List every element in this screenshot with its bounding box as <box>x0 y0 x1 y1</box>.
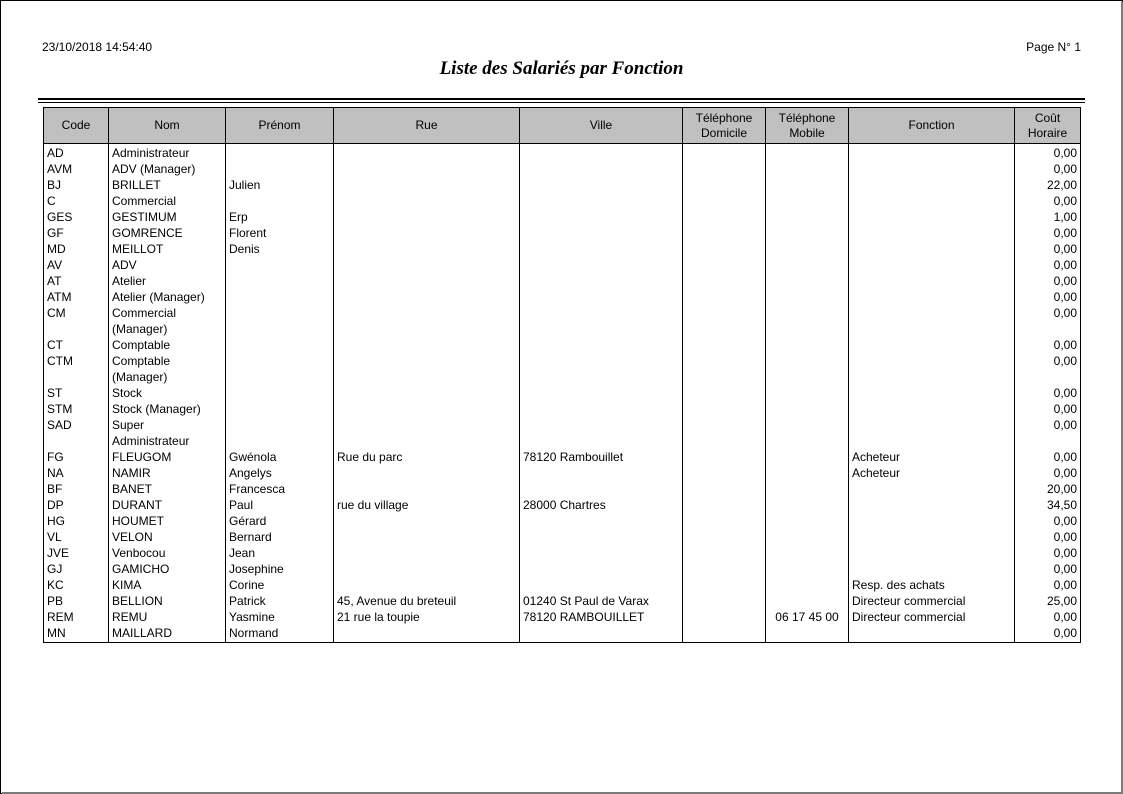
cell-ville <box>520 561 683 577</box>
cell-nom: DURANT <box>109 497 226 513</box>
cell-telephone-domicile <box>683 305 766 337</box>
cell-telephone-domicile <box>683 353 766 385</box>
cell-nom: HOUMET <box>109 513 226 529</box>
cell-fonction <box>849 209 1015 225</box>
cell-rue <box>334 625 520 643</box>
cell-telephone-domicile <box>683 161 766 177</box>
cell-code: GF <box>44 225 109 241</box>
cell-telephone-domicile <box>683 465 766 481</box>
cell-telephone-mobile <box>766 353 849 385</box>
cell-telephone-mobile <box>766 193 849 209</box>
cell-rue <box>334 305 520 337</box>
cell-fonction <box>849 289 1015 305</box>
cell-cout-horaire: 0,00 <box>1015 561 1081 577</box>
cell-prenom <box>226 144 334 162</box>
cell-code: NA <box>44 465 109 481</box>
cell-code: AT <box>44 273 109 289</box>
cell-ville <box>520 353 683 385</box>
table-row <box>44 144 1081 162</box>
cell-ville <box>520 513 683 529</box>
cell-telephone-mobile <box>766 561 849 577</box>
cell-prenom: Angelys <box>226 465 334 481</box>
cell-telephone-domicile <box>683 337 766 353</box>
cell-fonction <box>849 401 1015 417</box>
cell-telephone-domicile <box>683 241 766 257</box>
cell-fonction <box>849 561 1015 577</box>
table-row <box>44 545 1081 561</box>
cell-cout-horaire: 1,00 <box>1015 209 1081 225</box>
cell-telephone-domicile <box>683 513 766 529</box>
cell-prenom <box>226 305 334 337</box>
cell-code: MD <box>44 241 109 257</box>
cell-code: VL <box>44 529 109 545</box>
cell-prenom: Josephine <box>226 561 334 577</box>
cell-nom: ADV (Manager) <box>109 161 226 177</box>
cell-cout-horaire: 0,00 <box>1015 465 1081 481</box>
table-row <box>44 417 1081 449</box>
cell-nom: KIMA <box>109 577 226 593</box>
cell-nom: BANET <box>109 481 226 497</box>
cell-telephone-domicile <box>683 529 766 545</box>
cell-ville <box>520 465 683 481</box>
cell-cout-horaire: 0,00 <box>1015 273 1081 289</box>
cell-fonction <box>849 161 1015 177</box>
cell-nom: ADV <box>109 257 226 273</box>
cell-fonction <box>849 497 1015 513</box>
cell-telephone-domicile <box>683 449 766 465</box>
table-row <box>44 225 1081 241</box>
cell-ville <box>520 193 683 209</box>
cell-fonction <box>849 417 1015 449</box>
cell-ville: 78120 Rambouillet <box>520 449 683 465</box>
cell-code: REM <box>44 609 109 625</box>
cell-rue <box>334 465 520 481</box>
cell-cout-horaire: 0,00 <box>1015 241 1081 257</box>
cell-ville <box>520 257 683 273</box>
cell-ville: 78120 RAMBOUILLET <box>520 609 683 625</box>
cell-nom: MAILLARD <box>109 625 226 643</box>
cell-rue <box>334 209 520 225</box>
cell-fonction <box>849 273 1015 289</box>
cell-cout-horaire: 0,00 <box>1015 337 1081 353</box>
cell-nom: GAMICHO <box>109 561 226 577</box>
cell-rue <box>334 193 520 209</box>
cell-rue <box>334 225 520 241</box>
cell-rue <box>334 273 520 289</box>
table-row <box>44 353 1081 385</box>
cell-fonction <box>849 257 1015 273</box>
cell-ville <box>520 337 683 353</box>
table-row <box>44 209 1081 225</box>
cell-prenom: Florent <box>226 225 334 241</box>
cell-telephone-mobile <box>766 529 849 545</box>
table-row <box>44 273 1081 289</box>
cell-code: AVM <box>44 161 109 177</box>
cell-ville <box>520 305 683 337</box>
cell-fonction <box>849 385 1015 401</box>
column-header-prenom: Prénom <box>226 108 334 144</box>
cell-fonction: Directeur commercial <box>849 593 1015 609</box>
cell-code: CM <box>44 305 109 337</box>
cell-ville <box>520 401 683 417</box>
cell-cout-horaire: 0,00 <box>1015 449 1081 465</box>
cell-cout-horaire: 0,00 <box>1015 513 1081 529</box>
cell-telephone-mobile <box>766 545 849 561</box>
cell-telephone-domicile <box>683 385 766 401</box>
table-row <box>44 497 1081 513</box>
cell-telephone-domicile <box>683 257 766 273</box>
column-header-code: Code <box>44 108 109 144</box>
cell-ville <box>520 481 683 497</box>
cell-fonction: Acheteur <box>849 449 1015 465</box>
cell-fonction: Acheteur <box>849 465 1015 481</box>
cell-telephone-mobile <box>766 177 849 193</box>
cell-telephone-domicile <box>683 401 766 417</box>
table-row <box>44 337 1081 353</box>
cell-nom: Comptable (Manager) <box>109 353 226 385</box>
cell-telephone-mobile <box>766 449 849 465</box>
cell-ville <box>520 577 683 593</box>
cell-prenom: Patrick <box>226 593 334 609</box>
cell-telephone-domicile <box>683 209 766 225</box>
cell-rue <box>334 529 520 545</box>
table-header-row <box>44 108 1081 144</box>
cell-prenom <box>226 401 334 417</box>
table-row <box>44 529 1081 545</box>
cell-code: MN <box>44 625 109 643</box>
cell-ville <box>520 177 683 193</box>
cell-telephone-domicile <box>683 144 766 162</box>
report-datetime: 23/10/2018 14:54:40 <box>42 40 153 54</box>
cell-rue: rue du village <box>334 497 520 513</box>
cell-rue <box>334 241 520 257</box>
cell-fonction <box>849 513 1015 529</box>
column-header-ville: Ville <box>520 108 683 144</box>
cell-telephone-mobile <box>766 497 849 513</box>
cell-ville <box>520 417 683 449</box>
cell-telephone-mobile <box>766 241 849 257</box>
table-row <box>44 609 1081 625</box>
cell-prenom: Gwénola <box>226 449 334 465</box>
cell-telephone-domicile <box>683 625 766 643</box>
cell-rue <box>334 337 520 353</box>
cell-cout-horaire: 0,00 <box>1015 545 1081 561</box>
cell-prenom: Normand <box>226 625 334 643</box>
cell-prenom: Paul <box>226 497 334 513</box>
cell-ville <box>520 529 683 545</box>
cell-telephone-domicile <box>683 481 766 497</box>
cell-nom: Commercial <box>109 193 226 209</box>
cell-fonction: Resp. des achats <box>849 577 1015 593</box>
cell-nom: FLEUGOM <box>109 449 226 465</box>
cell-ville <box>520 225 683 241</box>
cell-prenom: Gérard <box>226 513 334 529</box>
cell-cout-horaire: 0,00 <box>1015 577 1081 593</box>
cell-fonction <box>849 625 1015 643</box>
cell-nom: Super Administrateur <box>109 417 226 449</box>
cell-rue <box>334 353 520 385</box>
cell-rue: 21 rue la toupie <box>334 609 520 625</box>
cell-prenom <box>226 289 334 305</box>
cell-code: AD <box>44 144 109 162</box>
cell-code: ST <box>44 385 109 401</box>
table-row <box>44 465 1081 481</box>
cell-telephone-domicile <box>683 561 766 577</box>
cell-rue <box>334 289 520 305</box>
cell-telephone-mobile <box>766 417 849 449</box>
cell-nom: Venbocou <box>109 545 226 561</box>
cell-prenom: Francesca <box>226 481 334 497</box>
title-rule-thin <box>38 102 1085 103</box>
cell-rue <box>334 177 520 193</box>
cell-rue: Rue du parc <box>334 449 520 465</box>
cell-telephone-domicile <box>683 225 766 241</box>
cell-code: AV <box>44 257 109 273</box>
table-row <box>44 449 1081 465</box>
cell-code: GJ <box>44 561 109 577</box>
table-row <box>44 593 1081 609</box>
cell-telephone-mobile <box>766 144 849 162</box>
cell-nom: Comptable <box>109 337 226 353</box>
cell-code: ATM <box>44 289 109 305</box>
cell-telephone-mobile <box>766 337 849 353</box>
cell-fonction <box>849 193 1015 209</box>
cell-code: KC <box>44 577 109 593</box>
cell-cout-horaire: 34,50 <box>1015 497 1081 513</box>
cell-code: PB <box>44 593 109 609</box>
cell-telephone-domicile <box>683 417 766 449</box>
cell-prenom: Yasmine <box>226 609 334 625</box>
cell-code: DP <box>44 497 109 513</box>
cell-ville <box>520 385 683 401</box>
cell-telephone-mobile: 06 17 45 00 <box>766 609 849 625</box>
cell-nom: Stock (Manager) <box>109 401 226 417</box>
cell-ville <box>520 144 683 162</box>
cell-telephone-mobile <box>766 257 849 273</box>
table-row <box>44 257 1081 273</box>
cell-cout-horaire: 0,00 <box>1015 305 1081 337</box>
cell-nom: Commercial (Manager) <box>109 305 226 337</box>
cell-rue <box>334 161 520 177</box>
table-row <box>44 513 1081 529</box>
cell-telephone-mobile <box>766 305 849 337</box>
table-row <box>44 289 1081 305</box>
table-row <box>44 161 1081 177</box>
cell-prenom <box>226 193 334 209</box>
table-row <box>44 481 1081 497</box>
cell-prenom <box>226 353 334 385</box>
cell-telephone-mobile <box>766 481 849 497</box>
cell-telephone-domicile <box>683 289 766 305</box>
cell-cout-horaire: 0,00 <box>1015 529 1081 545</box>
cell-telephone-mobile <box>766 225 849 241</box>
cell-ville: 28000 Chartres <box>520 497 683 513</box>
cell-rue <box>334 577 520 593</box>
cell-cout-horaire: 0,00 <box>1015 385 1081 401</box>
cell-prenom <box>226 161 334 177</box>
cell-cout-horaire: 0,00 <box>1015 609 1081 625</box>
cell-code: HG <box>44 513 109 529</box>
table-row <box>44 577 1081 593</box>
cell-cout-horaire: 20,00 <box>1015 481 1081 497</box>
column-header-rue: Rue <box>334 108 520 144</box>
cell-nom: Atelier (Manager) <box>109 289 226 305</box>
cell-telephone-mobile <box>766 385 849 401</box>
cell-code: CTM <box>44 353 109 385</box>
page-number: Page N° 1 <box>1026 40 1081 54</box>
cell-fonction <box>849 481 1015 497</box>
cell-cout-horaire: 0,00 <box>1015 401 1081 417</box>
cell-ville <box>520 209 683 225</box>
cell-telephone-mobile <box>766 593 849 609</box>
cell-cout-horaire: 0,00 <box>1015 625 1081 643</box>
cell-telephone-mobile <box>766 273 849 289</box>
cell-prenom: Julien <box>226 177 334 193</box>
cell-rue <box>334 257 520 273</box>
cell-cout-horaire: 0,00 <box>1015 257 1081 273</box>
cell-fonction: Directeur commercial <box>849 609 1015 625</box>
cell-rue <box>334 144 520 162</box>
cell-nom: GESTIMUM <box>109 209 226 225</box>
cell-fonction <box>849 337 1015 353</box>
report-title: Liste des Salariés par Fonction <box>439 58 684 79</box>
cell-ville <box>520 289 683 305</box>
cell-nom: Stock <box>109 385 226 401</box>
cell-telephone-mobile <box>766 513 849 529</box>
cell-nom: GOMRENCE <box>109 225 226 241</box>
cell-code: BJ <box>44 177 109 193</box>
cell-fonction <box>849 529 1015 545</box>
cell-rue <box>334 401 520 417</box>
cell-prenom: Corine <box>226 577 334 593</box>
cell-rue <box>334 545 520 561</box>
cell-cout-horaire: 0,00 <box>1015 289 1081 305</box>
cell-telephone-mobile <box>766 209 849 225</box>
cell-cout-horaire: 0,00 <box>1015 144 1081 162</box>
column-header-telephone-mobile: Téléphone Mobile <box>766 108 849 144</box>
cell-prenom: Jean <box>226 545 334 561</box>
cell-nom: MEILLOT <box>109 241 226 257</box>
cell-code: STM <box>44 401 109 417</box>
cell-prenom <box>226 337 334 353</box>
cell-fonction <box>849 225 1015 241</box>
cell-nom: BRILLET <box>109 177 226 193</box>
cell-fonction <box>849 353 1015 385</box>
cell-fonction <box>849 177 1015 193</box>
cell-nom: Atelier <box>109 273 226 289</box>
cell-code: JVE <box>44 545 109 561</box>
cell-ville <box>520 545 683 561</box>
cell-ville: 01240 St Paul de Varax <box>520 593 683 609</box>
column-header-telephone-domicile: Téléphone Domicile <box>683 108 766 144</box>
cell-cout-horaire: 22,00 <box>1015 177 1081 193</box>
cell-prenom: Erp <box>226 209 334 225</box>
cell-telephone-domicile <box>683 593 766 609</box>
cell-telephone-mobile <box>766 625 849 643</box>
cell-rue: 45, Avenue du breteuil <box>334 593 520 609</box>
cell-cout-horaire: 25,00 <box>1015 593 1081 609</box>
cell-fonction <box>849 305 1015 337</box>
column-header-nom: Nom <box>109 108 226 144</box>
table-row <box>44 177 1081 193</box>
cell-ville <box>520 273 683 289</box>
cell-code: SAD <box>44 417 109 449</box>
title-rule-thick <box>38 98 1085 100</box>
cell-prenom <box>226 273 334 289</box>
cell-prenom: Denis <box>226 241 334 257</box>
table-row <box>44 401 1081 417</box>
cell-cout-horaire: 0,00 <box>1015 161 1081 177</box>
cell-telephone-mobile <box>766 465 849 481</box>
cell-nom: VELON <box>109 529 226 545</box>
cell-code: GES <box>44 209 109 225</box>
cell-telephone-mobile <box>766 161 849 177</box>
cell-rue <box>334 561 520 577</box>
table-row <box>44 305 1081 337</box>
cell-nom: Administrateur <box>109 144 226 162</box>
cell-code: FG <box>44 449 109 465</box>
cell-cout-horaire: 0,00 <box>1015 353 1081 385</box>
table-row <box>44 561 1081 577</box>
cell-telephone-domicile <box>683 497 766 513</box>
cell-prenom: Bernard <box>226 529 334 545</box>
cell-nom: NAMIR <box>109 465 226 481</box>
cell-fonction <box>849 545 1015 561</box>
cell-rue <box>334 513 520 529</box>
cell-telephone-domicile <box>683 273 766 289</box>
cell-nom: REMU <box>109 609 226 625</box>
column-header-cout-horaire: Coût Horaire <box>1015 108 1081 144</box>
cell-fonction <box>849 241 1015 257</box>
column-header-fonction: Fonction <box>849 108 1015 144</box>
employees-table <box>43 107 1081 643</box>
cell-cout-horaire: 0,00 <box>1015 193 1081 209</box>
cell-ville <box>520 241 683 257</box>
cell-ville <box>520 625 683 643</box>
cell-prenom <box>226 417 334 449</box>
cell-telephone-mobile <box>766 401 849 417</box>
table-row <box>44 385 1081 401</box>
table-row <box>44 241 1081 257</box>
cell-telephone-mobile <box>766 577 849 593</box>
cell-nom: BELLION <box>109 593 226 609</box>
cell-rue <box>334 481 520 497</box>
cell-rue <box>334 417 520 449</box>
table-row <box>44 193 1081 209</box>
cell-telephone-domicile <box>683 577 766 593</box>
cell-rue <box>334 385 520 401</box>
cell-prenom <box>226 385 334 401</box>
cell-cout-horaire: 0,00 <box>1015 225 1081 241</box>
cell-telephone-domicile <box>683 193 766 209</box>
cell-telephone-mobile <box>766 289 849 305</box>
cell-telephone-domicile <box>683 609 766 625</box>
cell-code: C <box>44 193 109 209</box>
cell-ville <box>520 161 683 177</box>
cell-telephone-domicile <box>683 177 766 193</box>
table-row <box>44 625 1081 643</box>
cell-telephone-domicile <box>683 545 766 561</box>
cell-fonction <box>849 144 1015 162</box>
cell-cout-horaire: 0,00 <box>1015 417 1081 449</box>
cell-code: CT <box>44 337 109 353</box>
cell-code: BF <box>44 481 109 497</box>
cell-prenom <box>226 257 334 273</box>
